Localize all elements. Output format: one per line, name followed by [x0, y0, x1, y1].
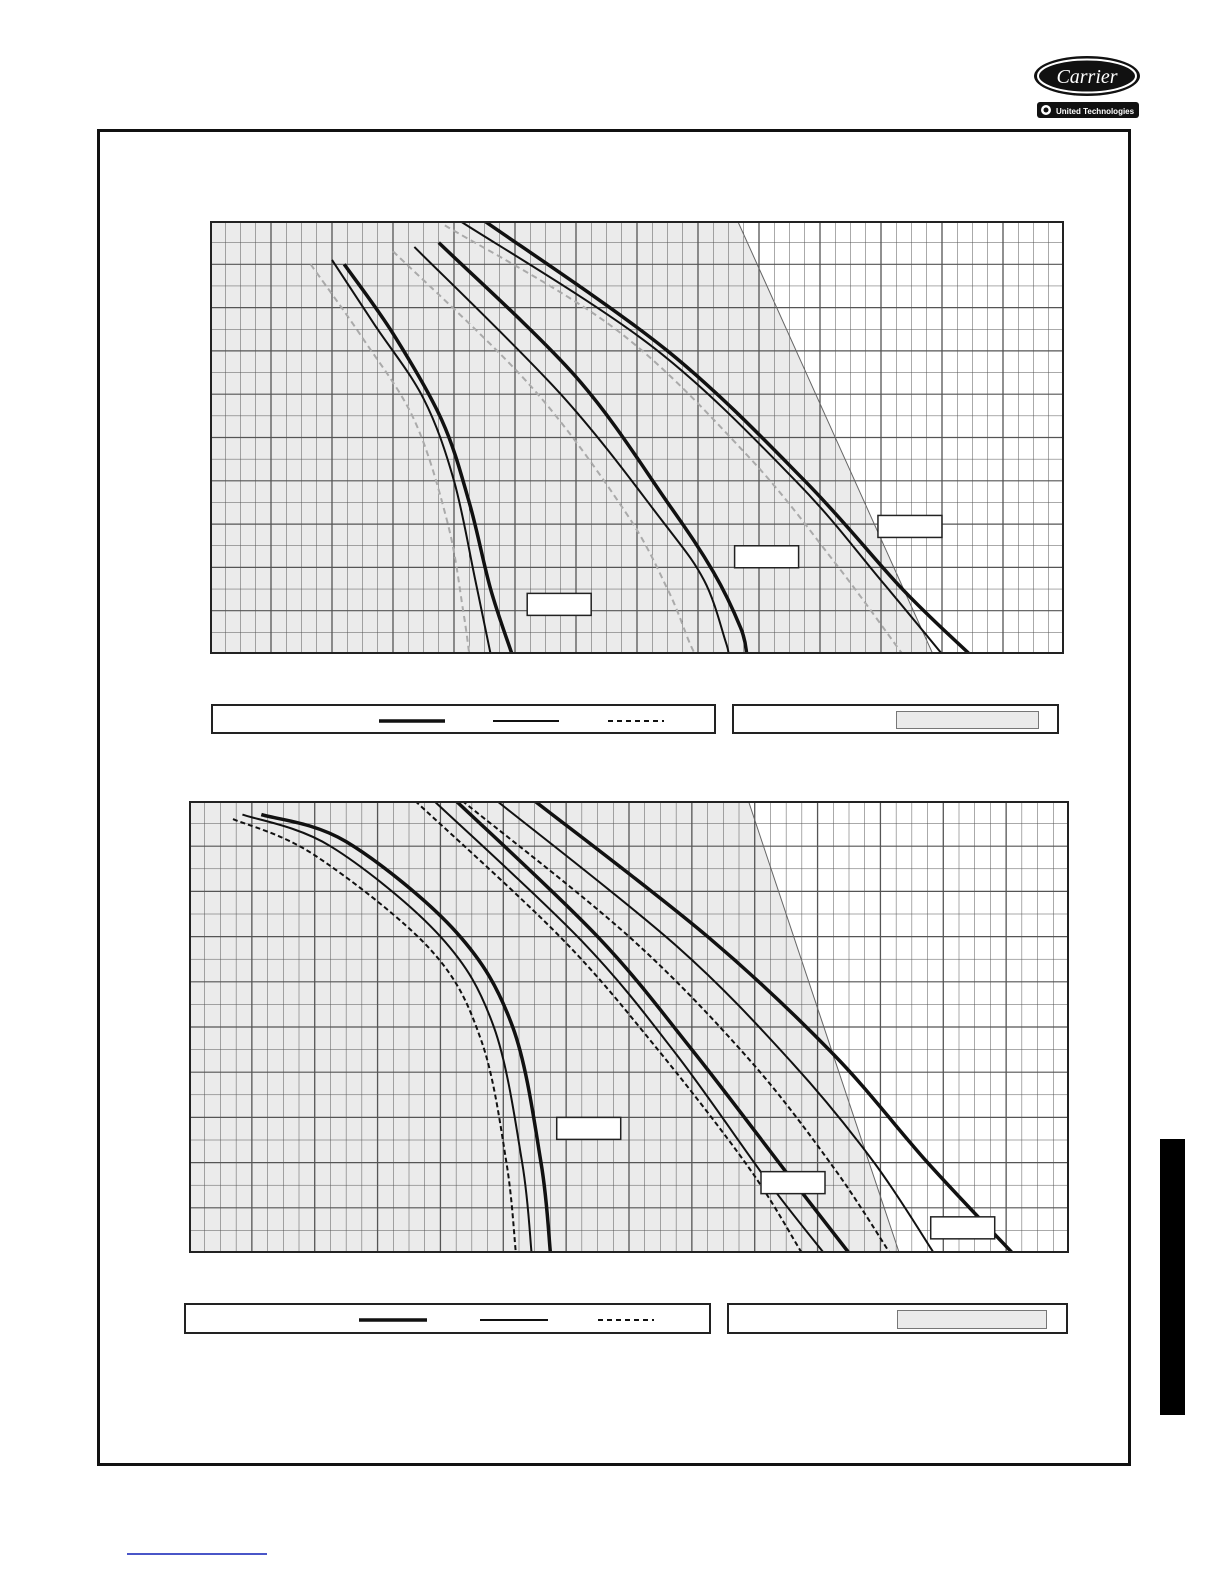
legend-bottom [184, 1303, 711, 1334]
legend-swatch-dashed [608, 719, 664, 723]
grid [210, 221, 1064, 654]
range-legend-bottom [727, 1303, 1068, 1334]
curve-label-box-2 [735, 546, 799, 568]
legend-swatch-thin [493, 719, 559, 723]
section-tab [1160, 1139, 1185, 1415]
brand-name: Carrier [1056, 66, 1118, 88]
legend-swatch-thin [480, 1318, 548, 1322]
carrier-logo [1032, 54, 1142, 122]
curve-label-box-1 [527, 593, 591, 615]
chart-top [210, 221, 1064, 654]
range-legend-top [732, 704, 1059, 734]
grid [189, 801, 1069, 1253]
legend-swatch-thick [379, 719, 445, 723]
curve-label-box-3 [878, 515, 942, 537]
curve-label-box-1 [557, 1117, 621, 1139]
brand-tagline: United Technologies [1056, 107, 1135, 116]
curve-label-box-3 [931, 1217, 995, 1239]
curve-label-box-2 [761, 1172, 825, 1194]
chart-bottom [189, 801, 1069, 1253]
footer-link-underline [127, 1553, 267, 1555]
range-shade-swatch [897, 1310, 1047, 1329]
range-shade-swatch [896, 711, 1039, 729]
legend-top [211, 704, 716, 734]
legend-swatch-dashed [598, 1318, 654, 1322]
legend-swatch-thick [359, 1318, 427, 1322]
